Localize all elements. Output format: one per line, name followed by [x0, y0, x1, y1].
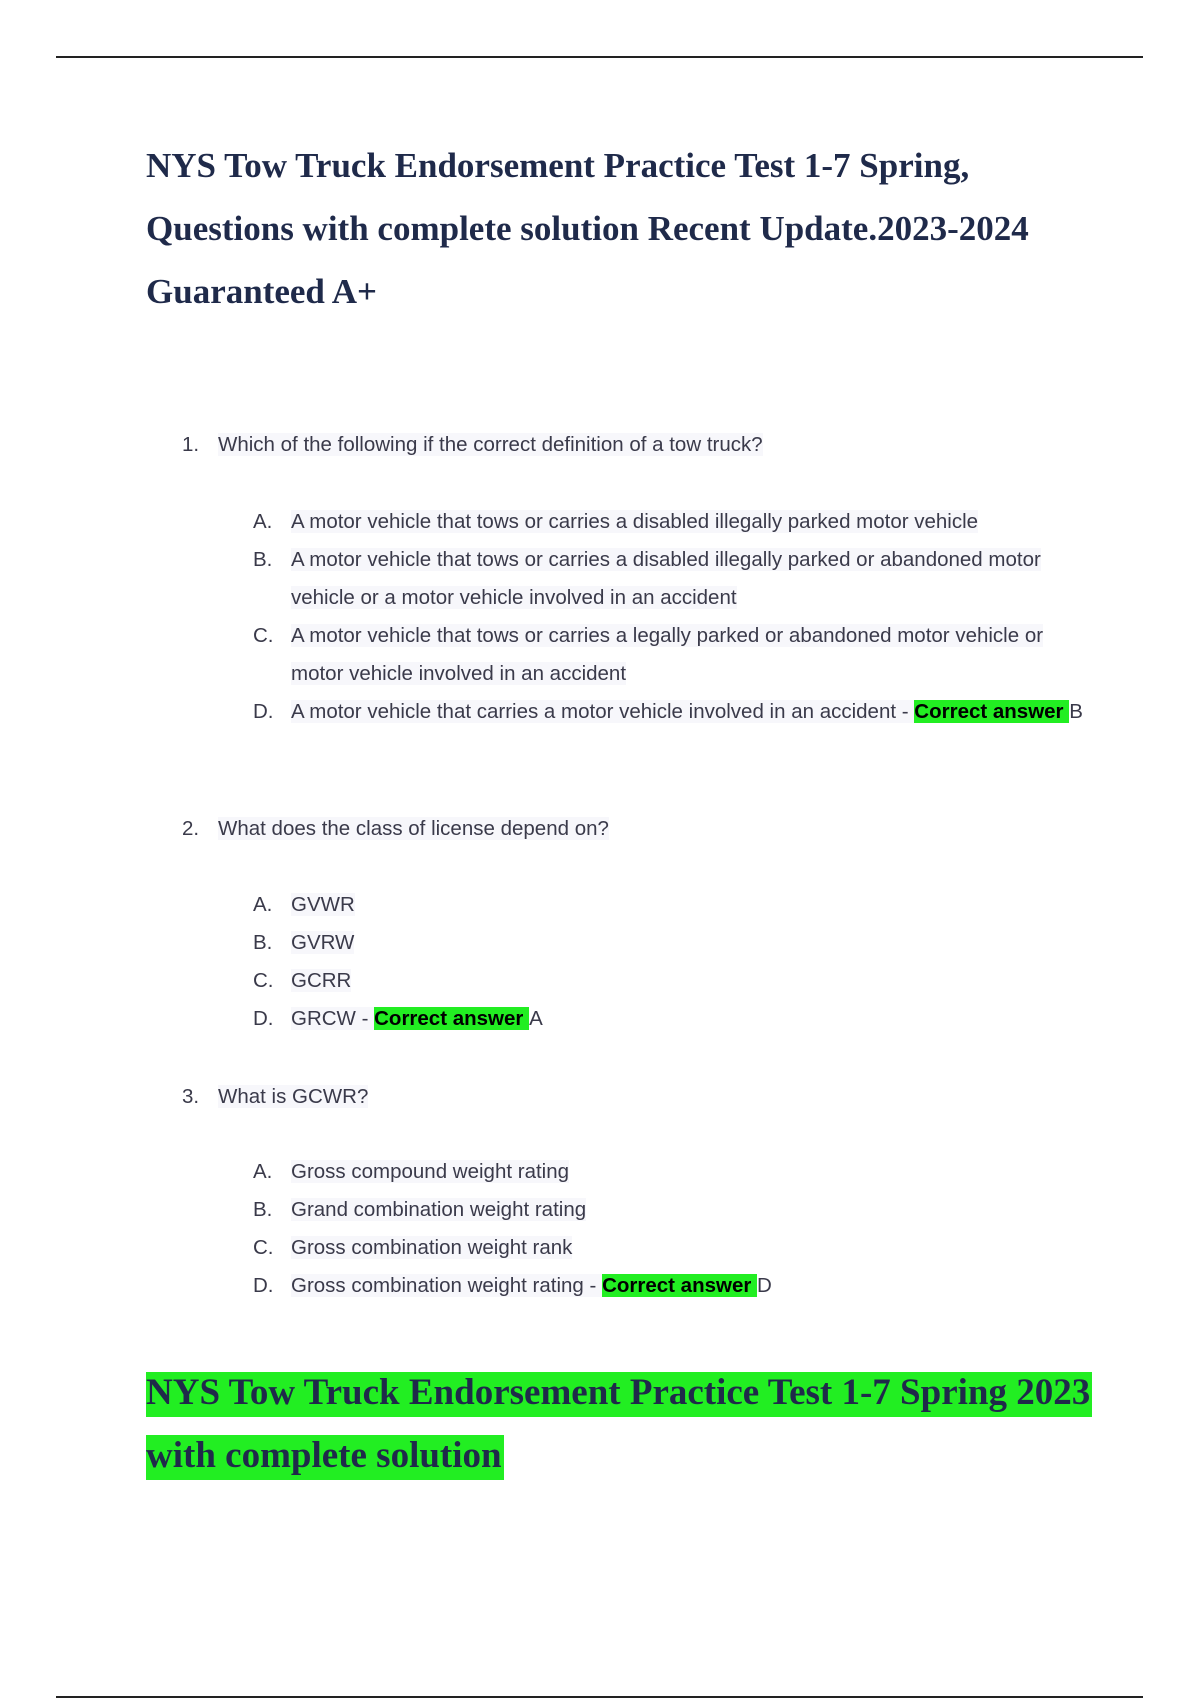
- option-c: [253, 1229, 1093, 1267]
- answer-options: [253, 1153, 1093, 1305]
- option-letter: D.: [253, 1274, 274, 1297]
- option-b: [253, 924, 1093, 962]
- correct-answer-value: D: [757, 1274, 772, 1297]
- question-number: 3.: [182, 1085, 200, 1108]
- correct-answer-value: B: [1069, 700, 1083, 723]
- answer-options: [253, 886, 1093, 1038]
- option-b: [253, 1191, 1093, 1229]
- answer-options: [253, 503, 1093, 731]
- correct-answer-highlight: Correct answer: [602, 1274, 752, 1297]
- top-divider: [56, 56, 1143, 58]
- option-d: [253, 1267, 1093, 1305]
- option-text: A motor vehicle that tows or carries a legally parked or abandoned motor vehicle or motor vehicle involved in an accident: [291, 624, 1044, 685]
- option-text: A motor vehicle that carries a motor vehicle involved in an accident -: [291, 700, 915, 723]
- option-text: Gross combination weight rank: [291, 1236, 573, 1259]
- option-text: A motor vehicle that tows or carries a disabled illegally parked motor vehicle: [291, 510, 979, 533]
- question-text: What is GCWR?: [218, 1085, 369, 1108]
- option-d: [253, 1000, 1093, 1038]
- document-title: NYS Tow Truck Endorsement Practice Test 1-7 Spring, Questions with complete solution Recent Update.2023-2024 Guaranteed A+: [146, 146, 1029, 311]
- option-text: GVRW: [291, 931, 355, 954]
- option-c: [253, 617, 1093, 693]
- option-a: [253, 886, 1093, 924]
- highlighted-subtitle: [146, 1361, 1106, 1487]
- question-text: Which of the following if the correct definition of a tow truck?: [218, 433, 763, 456]
- option-letter: A.: [253, 510, 273, 533]
- question-text: What does the class of license depend on?: [218, 817, 609, 840]
- subtitle-text: NYS Tow Truck Endorsement Practice Test 1-7 Spring 2023 with complete solution: [146, 1372, 1092, 1480]
- option-text: Gross compound weight rating: [291, 1160, 570, 1183]
- question-prompt: [182, 1078, 368, 1116]
- option-letter: B.: [253, 1198, 273, 1221]
- question-number: 2.: [182, 817, 200, 840]
- option-text: Gross combination weight rating -: [291, 1274, 603, 1297]
- option-letter: C.: [253, 969, 274, 992]
- option-letter: B.: [253, 548, 273, 571]
- option-text: A motor vehicle that tows or carries a disabled illegally parked or abandoned motor vehicle or a motor vehicle involved in an accident: [291, 548, 1041, 609]
- correct-answer-highlight: Correct answer: [374, 1007, 524, 1030]
- option-letter: A.: [253, 1160, 273, 1183]
- option-letter: D.: [253, 1007, 274, 1030]
- question-prompt: [182, 426, 763, 464]
- option-text: Grand combination weight rating: [291, 1198, 587, 1221]
- option-text: GCRR: [291, 969, 352, 992]
- option-letter: B.: [253, 931, 273, 954]
- option-letter: C.: [253, 1236, 274, 1259]
- option-a: [253, 503, 1093, 541]
- option-letter: D.: [253, 700, 274, 723]
- option-b: [253, 541, 1093, 617]
- question-number: 1.: [182, 433, 200, 456]
- option-letter: A.: [253, 893, 273, 916]
- correct-answer-highlight: Correct answer: [914, 700, 1064, 723]
- option-text: GRCW -: [291, 1007, 375, 1030]
- question-prompt: [182, 810, 609, 848]
- option-c: [253, 962, 1093, 1000]
- correct-answer-value: A: [529, 1007, 543, 1030]
- option-a: [253, 1153, 1093, 1191]
- option-letter: C.: [253, 624, 274, 647]
- option-text: GVWR: [291, 893, 355, 916]
- option-d: [253, 693, 1093, 731]
- bottom-divider: [56, 1696, 1143, 1698]
